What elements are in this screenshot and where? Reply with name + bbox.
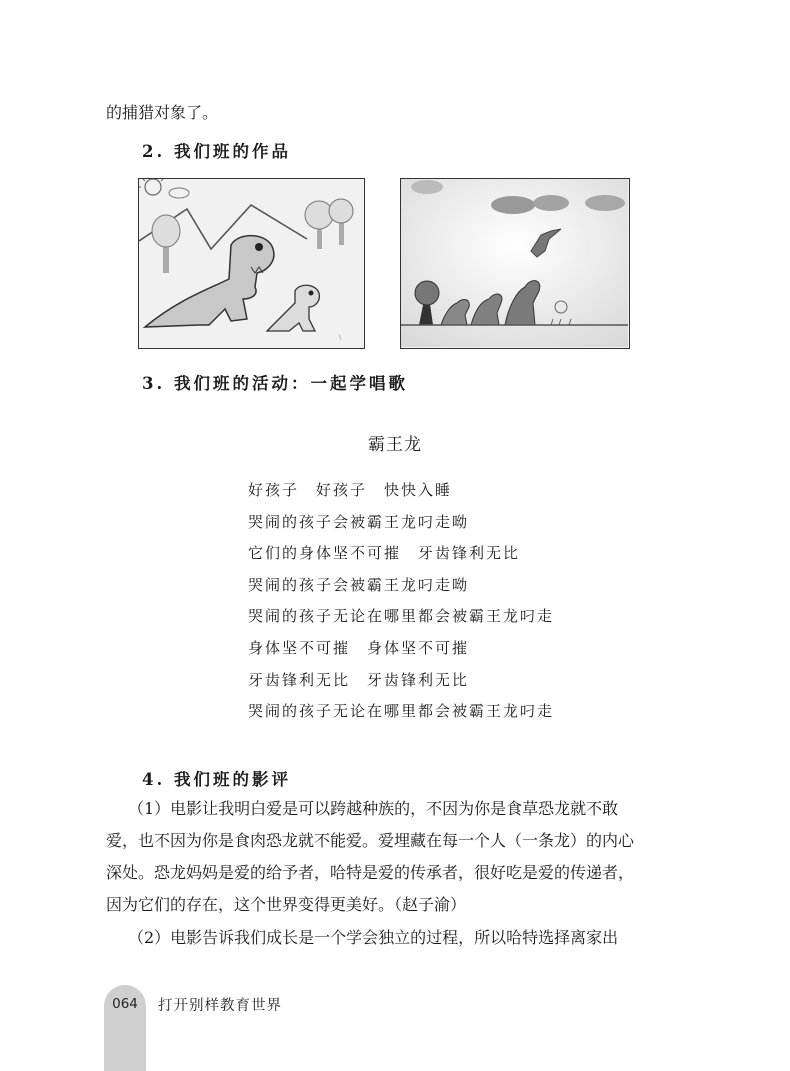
- student-drawing-1: [138, 178, 365, 349]
- section-3-heading: 3. 我们班的活动：一起学唱歌: [142, 374, 408, 393]
- svg-text:\: \: [339, 334, 342, 341]
- review-line: 因为它们的存在，这个世界变得更美好。（赵子渝）: [106, 895, 467, 914]
- section-2-heading: 2. 我们班的作品: [142, 142, 291, 161]
- lyric-line: 身体坚不可摧 身体坚不可摧: [248, 639, 470, 657]
- lyric-line: 哭闹的孩子无论在哪里都会被霸王龙叼走: [248, 607, 555, 625]
- lyric-line: 哭闹的孩子会被霸王龙叼走呦: [248, 576, 470, 594]
- book-title: 打开别样教育世界: [158, 998, 282, 1014]
- song-title: 霸王龙: [368, 435, 422, 455]
- dinosaur-drawing-1-illustration: [139, 179, 363, 347]
- intro-line: 的捕猎对象了。: [106, 103, 219, 122]
- lyric-line: 牙齿锋利无比 牙齿锋利无比: [248, 671, 470, 689]
- lyric-line: 好孩子 好孩子 快快入睡: [248, 481, 453, 499]
- review-line: 深处。恐龙妈妈是爱的给予者，哈特是爱的传承者，很好吃是爱的传递者，: [106, 863, 635, 882]
- student-drawing-2: [400, 178, 630, 349]
- lyric-line: 哭闹的孩子无论在哪里都会被霸王龙叼走: [248, 702, 555, 720]
- page-number: 064: [112, 996, 138, 1012]
- lyric-line: 它们的身体坚不可摧 牙齿锋利无比: [248, 544, 521, 562]
- section-4-heading: 4. 我们班的影评: [142, 770, 291, 789]
- lyric-line: 哭闹的孩子会被霸王龙叼走呦: [248, 513, 470, 531]
- review-line: （1）电影让我明白爱是可以跨越种族的，不因为你是食草恐龙就不敢: [128, 799, 619, 818]
- review-line: 爱，也不因为你是食肉恐龙就不能爱。爱埋藏在每一个人（一条龙）的内心: [106, 831, 635, 850]
- dinosaur-drawing-2-illustration: [401, 179, 628, 347]
- review-line: （2）电影告诉我们成长是一个学会独立的过程，所以哈特选择离家出: [128, 928, 619, 947]
